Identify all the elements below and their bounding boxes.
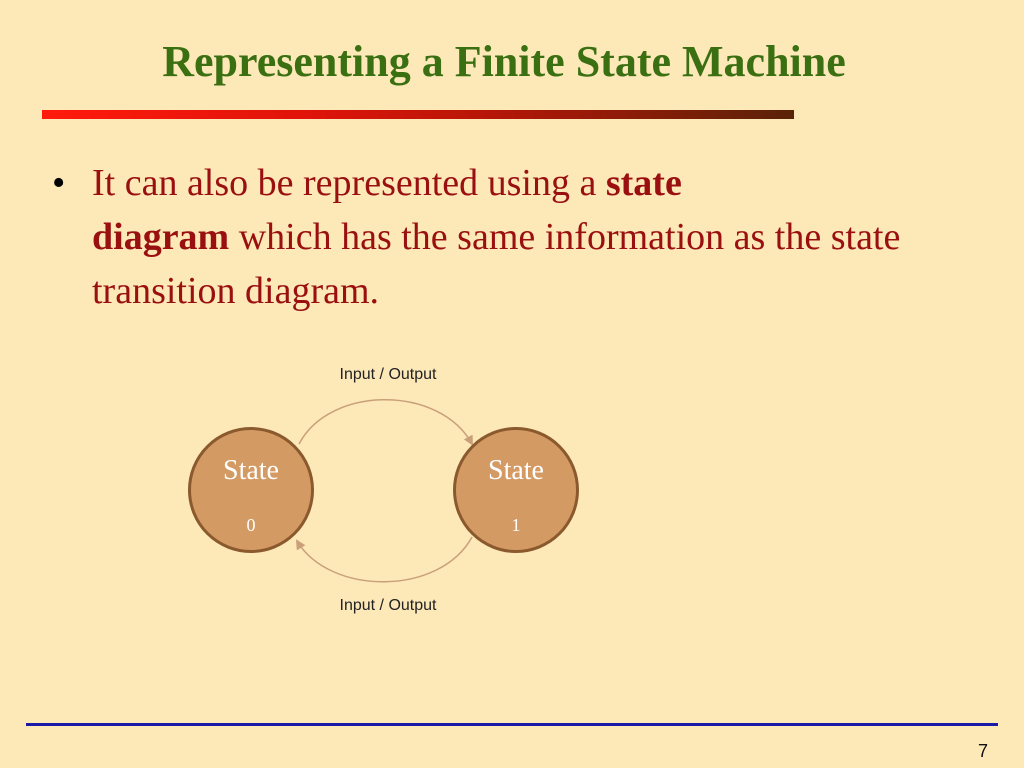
slide-title: Representing a Finite State Machine <box>162 37 846 86</box>
transition-arrow-1-to-0 <box>297 537 472 582</box>
state-node-1-name: State <box>488 455 544 486</box>
state-node-0-name: State <box>223 455 279 486</box>
bullet-icon: • <box>52 162 66 204</box>
bullet-text-after: which has the same information as the state transition diagram. <box>92 216 901 312</box>
state-node-1 <box>453 427 579 553</box>
page-number: 7 <box>977 741 988 761</box>
state-node-0 <box>188 427 314 553</box>
state-node-1-number: 1 <box>511 515 521 535</box>
edge-label-top: Input / Output <box>339 366 437 383</box>
footer-rule <box>26 723 998 726</box>
bullet-text-before: It can also be represented using a <box>92 162 606 204</box>
bullet-emphasis-diagram: diagram <box>92 216 230 258</box>
bullet-emphasis-state: state <box>605 162 682 204</box>
state-node-0-number: 0 <box>246 515 256 535</box>
transition-arrow-0-to-1 <box>299 400 472 444</box>
edge-label-bottom: Input / Output <box>339 597 437 614</box>
